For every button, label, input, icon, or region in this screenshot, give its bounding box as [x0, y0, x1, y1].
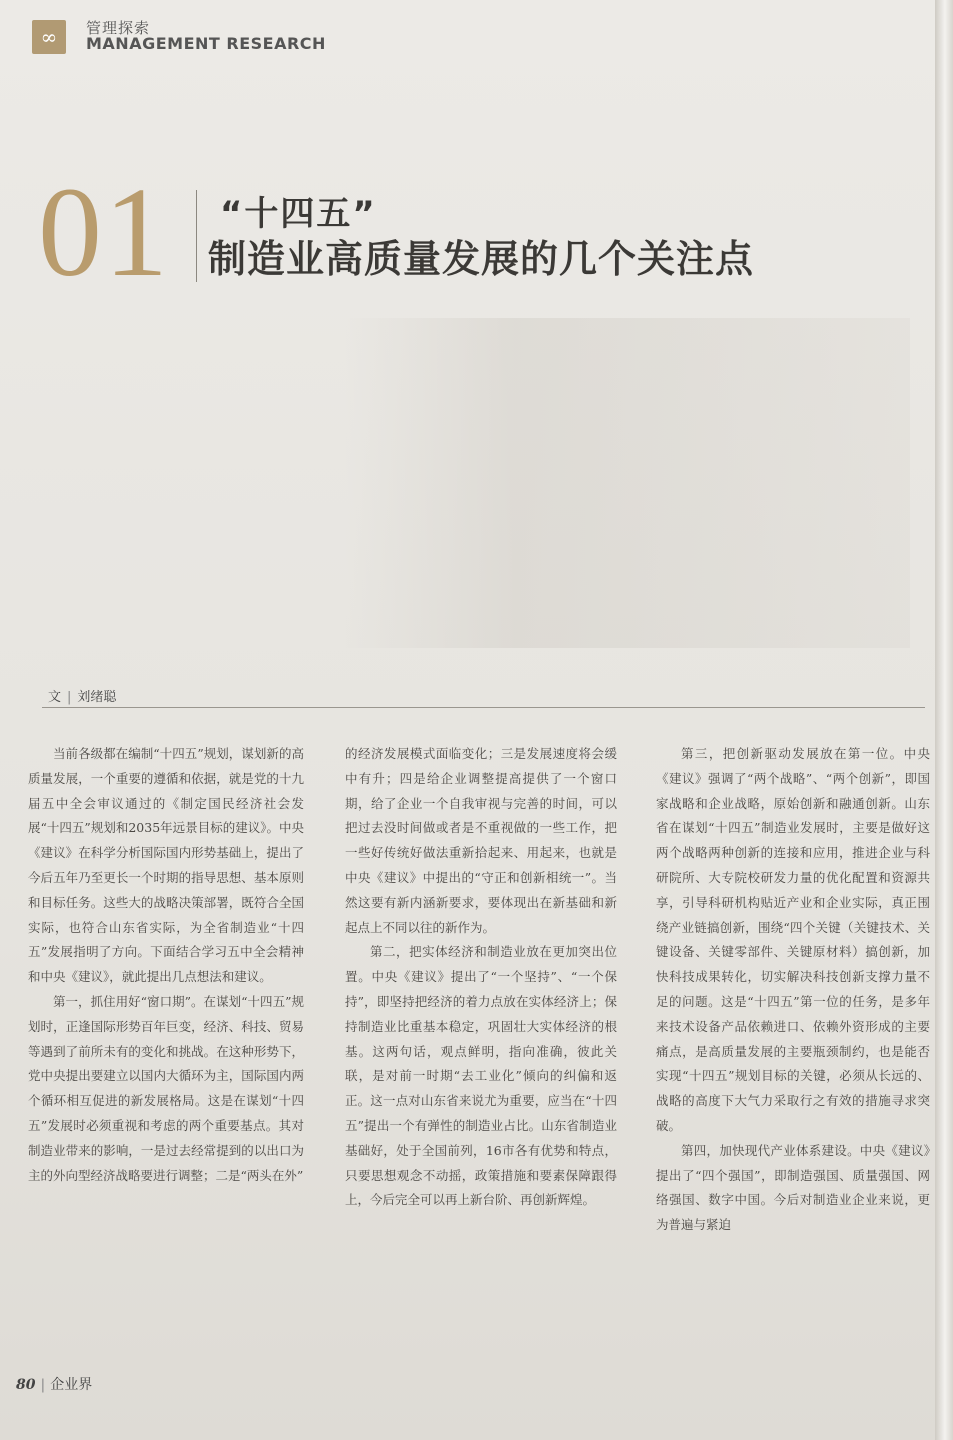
section-header: [32, 20, 326, 54]
section-name-en: MANAGEMENT RESEARCH: [86, 34, 326, 54]
magazine-logo-icon: ∞: [32, 20, 66, 54]
section-label: [86, 18, 326, 54]
byline: 文 | 刘绪聪: [48, 690, 117, 705]
text-column-1: [28, 742, 304, 1188]
section-name-zh: 管理探索: [86, 18, 151, 37]
binding-spine: [935, 0, 953, 1440]
paragraph: 第四，加快现代产业体系建设。中央《建议》提出了“四个强国”，即制造强国、质量强国、网络强国、数字中国。今后对制造业企业来说，更为普遍与紧迫: [656, 1142, 930, 1233]
title-divider: [196, 190, 197, 282]
background-image-area: [345, 318, 910, 648]
paragraph: 第二，把实体经济和制造业放在更加突出位置。中央《建议》提出了“一个坚持”、“一个保持”，即坚持把经济的着力点放在实体经济上；保持制造业比重基本稳定，巩固壮大实体经济的根基。这两句话，观点鲜明，指向准确，彼此关联，是对前一时期“去工业化”倾向的纠偏和返正。这一点对山东省来说尤为重要，应当在“十四五”提出一个有弹性的制造业占比。山东省制造业基础好，处于全国前列，16市各有优势和特点，只要思想观念不动摇，政策措施和要素保障跟得上，今后完全可以再上新台阶、再创新辉煌。: [345, 944, 617, 1208]
page-footer: 80 | 企业界: [16, 1377, 93, 1393]
text-column-2: [345, 742, 617, 1213]
page-number: 80: [16, 1377, 36, 1393]
paragraph: 第三，把创新驱动发展放在第一位。中央《建议》强调了“两个战略”、“两个创新”，即国家战略和企业战略，原始创新和融通创新。山东省在谋划“十四五”制造业发展时，主要是做好这两个战略两种创新的连接和应用，推进企业与科研院所、大专院校研发力量的优化配置和资源共享，引导科研机构贴近产业和企业实际，真正围绕产业链搞创新，围绕“四个关键（关键技术、关键设备、关键零部件、关键原材料）搞创新，加快科技成果转化，切实解决科技创新支撑力量不足的问题。这是“十四五”第一位的任务，是多年来技术设备产品依赖进口、依赖外资形成的主要痛点，是高质量发展的主要瓶颈制约，也是能否实现“十四五”规划目标的关键，必须从长远的、战略的高度下大气力采取行之有效的措施寻求突破。: [656, 746, 930, 1133]
byline-divider: [42, 707, 925, 708]
article-title-line1: “十四五”: [220, 194, 377, 234]
byline-prefix: 文: [48, 690, 62, 705]
paragraph: 第一，抓住用好“窗口期”。在谋划“十四五”规划时，正逢国际形势百年巨变，经济、科技、贸易等遇到了前所未有的变化和挑战。在这种形势下，党中央提出要建立以国内大循环为主，国际国内两个循环相互促进的新发展格局。这是在谋划“十四五”发展时必须重视和考虑的两个重要基点。其对制造业带来的影响，一是过去经常提到的以出口为主的外向型经济战略要进行调整；二是“两头在外”: [28, 993, 304, 1183]
article-number: 01: [38, 161, 170, 303]
text-column-3: [656, 742, 930, 1238]
magazine-name: 企业界: [50, 1377, 93, 1393]
article-title-line2: 制造业高质量发展的几个关注点: [208, 237, 755, 281]
author-name: 刘绪聪: [77, 690, 117, 705]
paragraph: 当前各级都在编制“十四五”规划，谋划新的高质量发展，一个重要的遵循和依据，就是党的十九届五中全会审议通过的《制定国民经济社会发展“十四五”规划和2035年远景目标的建议》。中央《建议》在科学分析国际国内形势基础上，提出了今后五年乃至更长一个时期的指导思想、基本原则和目标任务。这些大的战略决策部署，既符合全国实际，也符合山东省实际，为全省制造业“十四五”发展指明了方向。下面结合学习五中全会精神和中央《建议》，就此提出几点想法和建议。: [28, 746, 304, 985]
paragraph: 的经济发展模式面临变化；三是发展速度将会缓中有升；四是给企业调整提高提供了一个窗口期，给了企业一个自我审视与完善的时间，可以把过去没时间做或者是不重视做的一些工作，把一些好传统好做法重新拾起来、用起来，也就是中央《建议》中提出的“守正和创新相统一”。当然这要有新内涵新要求，要体现出在新基础和新起点上不同以往的新作为。: [345, 746, 617, 935]
